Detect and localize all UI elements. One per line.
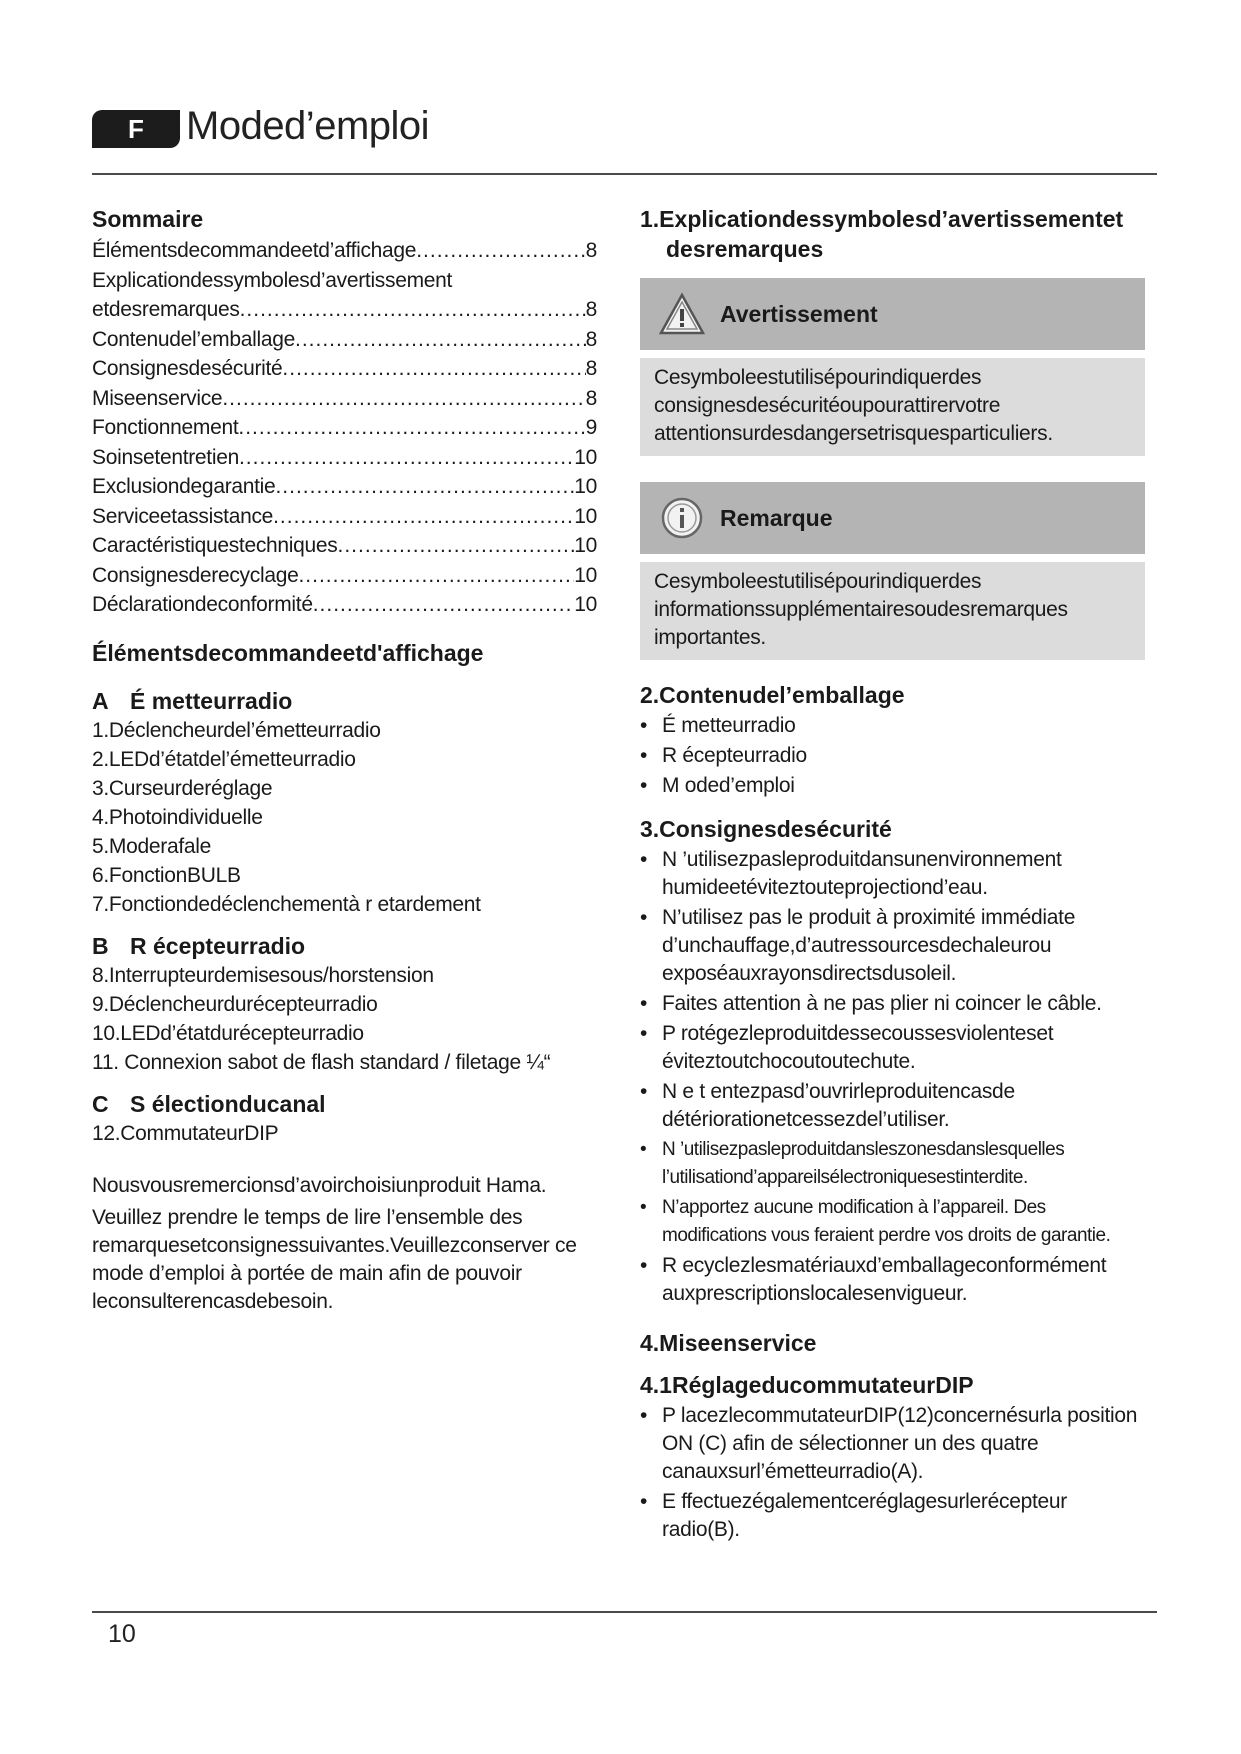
- list-item: • N’apportez aucune modification à l’appareil. Des modifications vous feraient perdre vos droits de garantie.: [640, 1194, 1145, 1250]
- toc-entry[interactable]: Exclusiondegarantie ..... 10: [92, 472, 597, 502]
- list-item: 11. Connexion sabot de flash standard / filetage ¼“: [92, 1050, 551, 1074]
- list-item: • É metteurradio: [640, 712, 1145, 740]
- header-divider: [92, 173, 1157, 175]
- toc-entry[interactable]: Consignesderecyclage ..... 10: [92, 561, 597, 591]
- intro-paragraph: Veuillez prendre le temps de lire l’ensemble des remarquesetconsignessuivantes.Veuillezconserver ce mode d’emploi à portée de main afin de pouvoir leconsulterencasdebesoin.: [92, 1205, 577, 1313]
- info-icon: [658, 494, 706, 542]
- toc-entry[interactable]: Explicationdessymbolesd’avertissement etdesremarques ..... 8: [92, 266, 597, 325]
- section2-title: 2.Contenudel’emballage: [640, 682, 905, 708]
- toc-entry[interactable]: Consignesdesécurité ..... 8: [92, 354, 597, 384]
- list-item: 12.CommutateurDIP: [92, 1121, 279, 1145]
- page-number: 10: [108, 1620, 136, 1648]
- section4-title: 4.Miseenservice: [640, 1330, 817, 1356]
- note-box-header: [640, 482, 1145, 554]
- list-item: 2.LEDd’étatdel’émetteurradio: [92, 747, 356, 771]
- list-item: 4.Photoindividuelle: [92, 805, 263, 829]
- warning-title: Avertissement: [720, 300, 878, 327]
- list-item: • P rotégezleproduitdessecoussesviolenteset éviteztoutchocoutoutechute.: [640, 1020, 1145, 1076]
- toc-entry[interactable]: Serviceetassistance ..... 10: [92, 502, 597, 532]
- toc-entry[interactable]: Miseenservice ..... 8: [92, 384, 597, 414]
- intro-paragraph: Nousvousremercionsd’avoirchoisiunproduit Hama.: [92, 1173, 547, 1197]
- safety-list: [640, 846, 1145, 1308]
- page-header: [92, 100, 1156, 176]
- page-title: Moded’emploi: [186, 104, 430, 148]
- list-item: • R ecyclezlesmatériauxd’emballageconformément auxprescriptionslocalesenvigueur.: [640, 1252, 1145, 1308]
- list-item: 8.Interrupteurdemisesous/horstension: [92, 963, 434, 987]
- section1-title: 1.Explicationdessymbolesd’avertissementet desremarques: [640, 206, 1124, 262]
- list-item: • E ffectuezégalementceréglagesurlerécepteur radio(B).: [640, 1488, 1145, 1544]
- list-item: 7.Fonctiondedéclenchementà r etardement: [92, 892, 481, 916]
- toc-entry[interactable]: Déclarationdeconformité ..... 10: [92, 590, 597, 620]
- table-of-contents: [92, 236, 597, 620]
- toc-entry[interactable]: Contenudel’emballage ..... 8: [92, 325, 597, 355]
- toc-entry[interactable]: Fonctionnement ..... 9: [92, 413, 597, 443]
- right-column: [640, 204, 1145, 1546]
- list-item: 3.Curseurderéglage: [92, 776, 273, 800]
- left-column: [92, 204, 597, 1316]
- list-item: • N e t entezpasd’ouvrirleproduitencasde détériorationetcessezdel’utiliser.: [640, 1078, 1145, 1134]
- section-receiver: B R écepteurradio 8.Interrupteurdemisesous/horstension 9.Déclencheurdurécepteurradio 10.LEDd’étatdurécepteurradio 11. Connexion sabot de flash standard / filetage ¼“: [92, 931, 597, 1077]
- setup-list: [640, 1402, 1145, 1544]
- toc-entry[interactable]: Caractéristiquestechniques ..... 10: [92, 531, 597, 561]
- list-item: 10.LEDd’étatdurécepteurradio: [92, 1021, 364, 1045]
- list-item: • Faites attention à ne pas plier ni coincer le câble.: [640, 990, 1145, 1018]
- warning-box-header: [640, 278, 1145, 350]
- language-badge: F: [92, 110, 180, 148]
- toc-entry[interactable]: Soinsetentretien ..... 10: [92, 443, 597, 473]
- toc-entry[interactable]: Élémentsdecommandeetd’affichage ..... 8: [92, 236, 597, 266]
- list-item: • N’utilisez pas le produit à proximité immédiate d’unchauffage,d’autressourcesdechaleurou exposéauxrayonsdirectsdusoleil.: [640, 904, 1145, 988]
- controls-title: Élémentsdecommandeetd'affichage: [92, 639, 484, 666]
- package-contents-list: [640, 712, 1145, 800]
- list-item: • R écepteurradio: [640, 742, 1145, 770]
- list-item: 6.FonctionBULB: [92, 863, 241, 887]
- list-item: • M oded’emploi: [640, 772, 1145, 800]
- list-item: 9.Déclencheurdurécepteurradio: [92, 992, 378, 1016]
- note-title: Remarque: [720, 504, 833, 531]
- list-item: • N ’utilisezpasleproduitdansunenvironnement humideetéviteztouteprojectiond’eau.: [640, 846, 1145, 902]
- section3-title: 3.Consignesdesécurité: [640, 816, 892, 842]
- list-item: • P lacezlecommutateurDIP(12)concernésurla position ON (C) afin de sélectionner un des quatre canauxsurl’émetteurradio(A).: [640, 1402, 1145, 1486]
- warning-box-body: Cesymboleestutilisépourindiquerdes consignesdesécuritéoupourattirervotre attentionsurdesdangersetrisquesparticuliers.: [640, 358, 1145, 456]
- footer-divider: [92, 1611, 1157, 1613]
- list-item: 1.Déclencheurdel’émetteurradio: [92, 718, 381, 742]
- section-channel: C S électionducanal 12.CommutateurDIP: [92, 1089, 597, 1148]
- list-item: 5.Moderafale: [92, 834, 211, 858]
- list-item: • N ’utilisezpasleproduitdansleszonesdanslesquelles l’utilisationd’appareilsélectroniquesestinterdite.: [640, 1136, 1145, 1192]
- section-transmitter: A É metteurradio 1.Déclencheurdel’émetteurradio 2.LEDd’étatdel’émetteurradio 3.Curseurderéglage 4.Photoindividuelle 5.Moderafale 6.FonctionBULB 7.Fonctiondedéclenchementà r etardement: [92, 686, 597, 919]
- section4-1-title: 4.1RéglageducommutateurDIP: [640, 1372, 974, 1398]
- note-box-body: Cesymboleestutilisépourindiquerdes informationssupplémentairesoudesremarques importantes.: [640, 562, 1145, 660]
- warning-triangle-icon: [658, 290, 706, 338]
- toc-title: Sommaire: [92, 206, 204, 232]
